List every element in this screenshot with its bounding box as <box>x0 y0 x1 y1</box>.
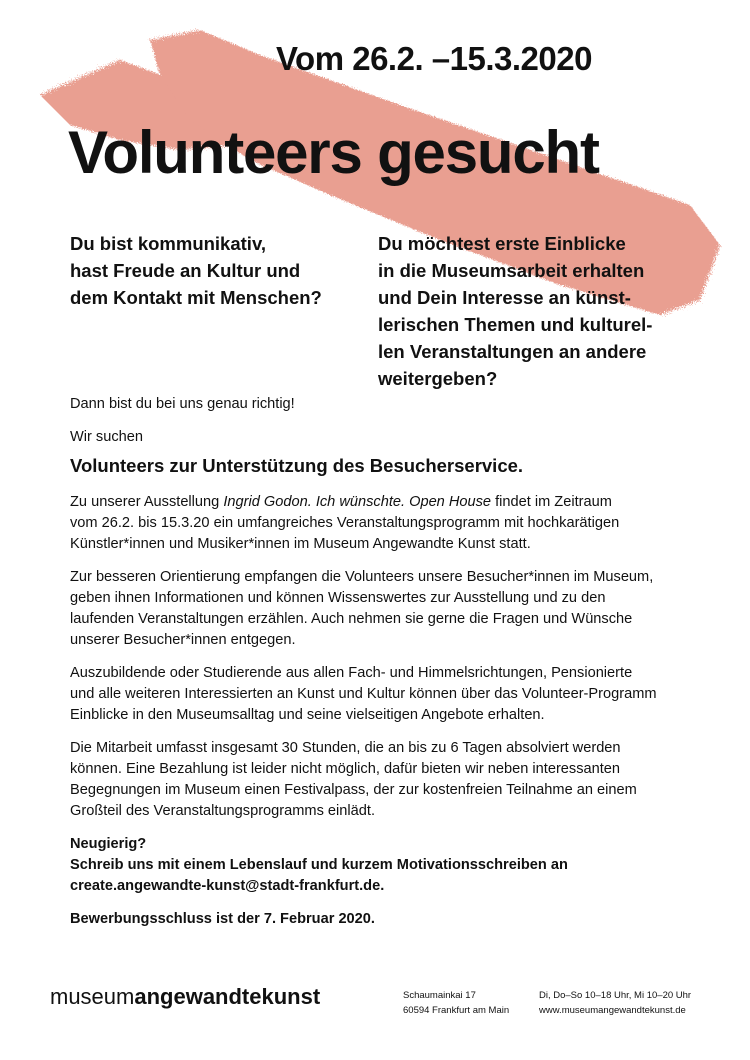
opening-hours <box>539 988 691 1018</box>
body-paragraph-search: Wir suchen <box>70 429 143 445</box>
exhibition-title: Ingrid Godon. Ich wünschte. Open House <box>223 494 492 510</box>
intro-right-line: len Veranstaltungen an andere <box>378 341 647 362</box>
contact-email-link[interactable]: create.angewandte-kunst@stadt-frankfurt.de. <box>70 878 385 894</box>
museum-logo <box>50 984 320 1010</box>
audience-line: Einblicke in den Museumsalltag und seine vielseitigen Angebote erhalten. <box>70 707 545 723</box>
intro-right-line: in die Museumsarbeit erhalten <box>378 260 645 281</box>
body-paragraph-audience <box>70 663 710 726</box>
body-paragraph-exhibition <box>70 492 710 555</box>
exhibition-line-lead: Zu unserer Ausstellung <box>70 494 224 510</box>
application-deadline: Bewerbungsschluss ist der 7. Februar 2020. <box>70 911 375 927</box>
body-paragraph-commitment <box>70 738 710 822</box>
address-line: Schaumainkai 17 <box>403 990 476 1001</box>
orientation-line: Zur besseren Orientierung empfangen die Volunteers unsere Besucher*innen im Museum, <box>70 569 654 585</box>
cta-line: Neugierig? <box>70 836 147 852</box>
body-paragraph-orientation <box>70 567 710 651</box>
commitment-line: können. Eine Bezahlung ist leider nicht möglich, dafür bieten wir neben interessanten <box>70 761 621 777</box>
commitment-line: Die Mitarbeit umfasst insgesamt 30 Stunden, die an bis zu 6 Tagen absolviert werden <box>70 740 621 756</box>
address-line: 60594 Frankfurt am Main <box>403 1005 510 1016</box>
intro-right <box>378 230 708 392</box>
orientation-line: geben ihnen Informationen und können Wissenswertes zur Ausstellung und zu den <box>70 590 606 606</box>
intro-left-line: dem Kontakt mit Menschen? <box>70 287 322 308</box>
intro-left-line: Du bist kommunikativ, <box>70 233 266 254</box>
body-paragraph-intro: Dann bist du bei uns genau richtig! <box>70 396 295 412</box>
exhibition-line: Künstler*innen und Musiker*innen im Museum Angewandte Kunst statt. <box>70 536 531 552</box>
body-text <box>70 394 710 942</box>
commitment-line: Großteil des Veranstaltungsprogramms einlädt. <box>70 803 375 819</box>
intro-right-line: Du möchtest erste Einblicke <box>378 233 626 254</box>
section-heading: Volunteers zur Unterstützung des Besucherservice. <box>70 455 524 476</box>
museum-address <box>403 988 509 1018</box>
hours-line: Di, Do–So 10–18 Uhr, Mi 10–20 Uhr <box>539 990 692 1001</box>
exhibition-line-tail: findet im Zeitraum <box>491 494 612 510</box>
intro-left-line: hast Freude an Kultur und <box>70 260 301 281</box>
logo-light-text: museum <box>50 984 135 1009</box>
page-title: Volunteers gesucht <box>68 119 599 186</box>
orientation-line: unserer Besucher*innen entgegen. <box>70 632 296 648</box>
audience-line: Auszubildende oder Studierende aus allen Fach- und Himmelsrichtungen, Pensionierte <box>70 665 633 681</box>
logo-bold-text: angewandtekunst <box>134 984 321 1009</box>
commitment-line: Begegnungen im Museum einen Festivalpass, der zur kostenfreien Teilnahme an einem <box>70 782 637 798</box>
call-to-action <box>70 834 710 897</box>
intro-right-line: weitergeben? <box>378 368 498 389</box>
intro-left <box>70 230 370 311</box>
intro-right-line: und Dein Interesse an künst- <box>378 287 631 308</box>
cta-line: Schreib uns mit einem Lebenslauf und kurzem Motivationsschreiben an <box>70 857 568 873</box>
website-link[interactable]: www.museumangewandtekunst.de <box>539 1005 686 1016</box>
event-dates: Vom 26.2. –15.3.2020 <box>276 40 592 77</box>
exhibition-line: vom 26.2. bis 15.3.20 ein umfangreiches Veranstaltungsprogramm mit hochkarätigen <box>70 515 620 531</box>
intro-right-line: lerischen Themen und kulturel- <box>378 314 653 335</box>
orientation-line: laufenden Veranstaltungen erzählen. Auch nehmen sie gerne die Fragen und Wünsche <box>70 611 633 627</box>
audience-line: und alle weiteren Interessierten an Kunst und Kultur können über das Volunteer-Programm <box>70 686 657 702</box>
